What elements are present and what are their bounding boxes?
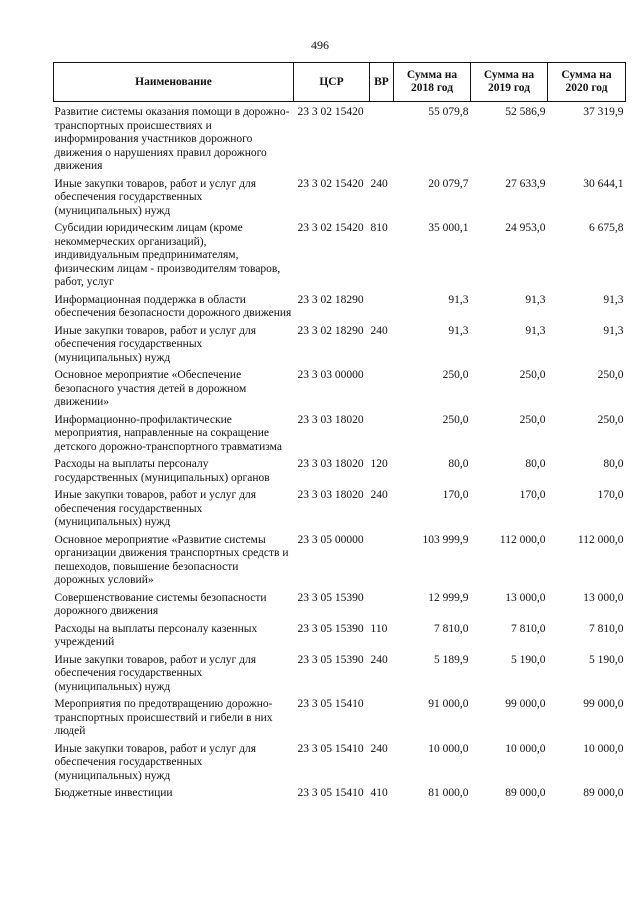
row-vr: 240 xyxy=(370,177,388,190)
row-vr: 810 xyxy=(370,222,388,234)
row-name: Иные закупки товаров, работ и услуг для обеспечения государственных (муниципальных) нужд xyxy=(54,489,256,528)
row-name: Мероприятия по предотвращению дорожно-транспортных происшествий и гибели в них людей xyxy=(54,698,273,737)
row-csr: 23 3 03 18020 xyxy=(297,458,364,470)
row-name: Расходы на выплаты персоналу казенных учреждений xyxy=(54,622,258,648)
row-csr: 23 3 05 15390 xyxy=(297,591,364,604)
row-csr: 23 3 05 15410 xyxy=(297,742,364,755)
row-sum-2020: 37 319,9 xyxy=(583,106,624,118)
row-csr: 23 3 02 18290 xyxy=(297,293,364,306)
row-csr: 23 3 05 15390 xyxy=(297,653,364,666)
table-row xyxy=(54,654,626,699)
header-sum-2020: Сумма на 2020 год xyxy=(548,63,626,102)
row-name: Расходы на выплаты персоналу государственных (муниципальных) органов xyxy=(54,458,270,484)
row-csr: 23 3 02 18290 xyxy=(297,324,364,337)
row-sum-2020: 250,0 xyxy=(597,413,624,426)
row-sum-2020: 91,3 xyxy=(603,324,624,337)
table-row xyxy=(54,623,626,654)
row-sum-2020: 250,0 xyxy=(597,369,624,381)
row-sum-2020: 99 000,0 xyxy=(583,698,624,710)
row-vr xyxy=(370,102,394,178)
row-sum-2018: 81 000,0 xyxy=(428,787,469,799)
table-row xyxy=(54,592,626,623)
row-sum-2020: 80,0 xyxy=(603,458,624,470)
row-vr xyxy=(370,592,394,623)
row-sum-2020: 7 810,0 xyxy=(589,622,624,635)
row-name: Иные закупки товаров, работ и услуг для обеспечения государственных (муниципальных) нужд xyxy=(54,177,256,217)
row-vr xyxy=(370,294,394,325)
row-sum-2018: 7 810,0 xyxy=(434,622,469,635)
row-vr: 240 xyxy=(370,742,388,755)
table-row xyxy=(54,178,626,223)
row-vr: 120 xyxy=(370,458,388,470)
header-sum-2019: Сумма на 2019 год xyxy=(471,63,548,102)
page-number: 496 xyxy=(311,38,329,52)
row-sum-2018: 91,3 xyxy=(448,324,469,337)
row-vr: 240 xyxy=(370,324,388,337)
row-sum-2018: 250,0 xyxy=(442,413,469,426)
row-sum-2018: 10 000,0 xyxy=(428,742,469,755)
row-name: Иные закупки товаров, работ и услуг для обеспечения государственных (муниципальных) нужд xyxy=(54,653,256,693)
row-vr: 410 xyxy=(370,787,388,799)
row-sum-2020: 112 000,0 xyxy=(577,533,624,546)
row-csr: 23 3 03 00000 xyxy=(297,369,364,381)
row-sum-2019: 52 586,9 xyxy=(505,106,546,118)
row-sum-2020: 10 000,0 xyxy=(583,742,624,755)
row-sum-2018: 170,0 xyxy=(442,489,469,501)
row-vr: 240 xyxy=(370,489,388,501)
header-name: Наименование xyxy=(54,63,294,102)
row-sum-2020: 6 675,8 xyxy=(589,222,624,234)
table-row xyxy=(54,743,626,788)
row-csr: 23 3 05 00000 xyxy=(297,533,364,546)
row-csr: 23 3 02 15420 xyxy=(297,222,364,234)
row-sum-2019: 112 000,0 xyxy=(499,533,546,546)
row-name: Иные закупки товаров, работ и услуг для обеспечения государственных (муниципальных) нужд xyxy=(54,742,256,782)
row-sum-2018: 103 999,9 xyxy=(422,533,469,546)
row-sum-2019: 91,3 xyxy=(525,324,546,337)
row-sum-2018: 20 079,7 xyxy=(428,177,469,190)
row-sum-2019: 89 000,0 xyxy=(505,787,546,799)
table-row xyxy=(54,294,626,325)
row-sum-2019: 13 000,0 xyxy=(505,591,546,604)
table-row xyxy=(54,458,626,489)
row-sum-2019: 250,0 xyxy=(519,369,546,381)
table-row xyxy=(54,489,626,534)
table-row xyxy=(54,698,626,743)
row-sum-2020: 170,0 xyxy=(597,489,624,501)
row-sum-2018: 35 000,1 xyxy=(428,222,469,234)
header-csr: ЦСР xyxy=(294,63,370,102)
row-sum-2019: 7 810,0 xyxy=(511,622,546,635)
row-csr: 23 3 02 15420 xyxy=(297,177,364,190)
row-name: Основное мероприятие «Обеспечение безопасного участия детей в дорожном движении» xyxy=(54,369,247,408)
row-sum-2018: 80,0 xyxy=(448,458,469,470)
row-name: Основное мероприятие «Развитие системы организации движения транспортных средств и пешеходов, повышение безопасности дорожных условий» xyxy=(54,533,289,586)
row-sum-2020: 13 000,0 xyxy=(583,591,624,604)
row-sum-2018: 55 079,8 xyxy=(428,106,469,118)
table-row xyxy=(54,222,626,294)
row-sum-2019: 10 000,0 xyxy=(505,742,546,755)
row-sum-2019: 80,0 xyxy=(525,458,546,470)
row-sum-2020: 91,3 xyxy=(603,293,624,306)
row-csr: 23 3 05 15410 xyxy=(297,787,364,799)
row-vr xyxy=(370,534,394,592)
row-vr: 240 xyxy=(370,653,388,666)
table-row xyxy=(54,369,626,414)
row-vr xyxy=(370,414,394,459)
row-sum-2018: 12 999,9 xyxy=(428,591,469,604)
row-vr xyxy=(370,369,394,414)
row-name: Развитие системы оказания помощи в дорожно-транспортных происшествиях и информирования участников дорожного движения о нарушениях правил дорожного движения xyxy=(54,106,290,172)
row-sum-2020: 5 190,0 xyxy=(589,653,624,666)
row-csr: 23 3 05 15410 xyxy=(297,698,364,710)
table-row xyxy=(54,325,626,370)
row-vr: 110 xyxy=(370,622,388,635)
row-csr: 23 3 03 18020 xyxy=(297,489,364,501)
row-sum-2019: 5 190,0 xyxy=(511,653,546,666)
row-vr xyxy=(370,698,394,743)
row-sum-2019: 250,0 xyxy=(519,413,546,426)
row-sum-2018: 91 000,0 xyxy=(428,698,469,710)
row-sum-2018: 5 189,9 xyxy=(434,653,469,666)
row-sum-2018: 250,0 xyxy=(442,369,469,381)
table-row xyxy=(54,414,626,459)
header-sum-2018: Сумма на 2018 год xyxy=(394,63,471,102)
row-name: Информационно-профилактические мероприятия, направленные на сокращение детского дорожно-транспортного травматизма xyxy=(54,413,282,453)
row-csr: 23 3 05 15390 xyxy=(297,622,364,635)
table-header-row xyxy=(54,63,626,102)
row-csr: 23 3 03 18020 xyxy=(297,413,364,426)
row-sum-2019: 27 633,9 xyxy=(505,177,546,190)
row-name: Бюджетные инвестиции xyxy=(54,787,173,799)
row-sum-2020: 30 644,1 xyxy=(583,177,624,190)
row-name: Информационная поддержка в области обеспечения безопасности дорожного движения xyxy=(54,293,292,319)
table-row xyxy=(54,534,626,592)
table-row xyxy=(54,102,626,178)
budget-table xyxy=(53,62,626,805)
row-name: Субсидии юридическим лицам (кроме некоммерческих организаций), индивидуальным предпринимателям, физическим лицам - производителям товаров, работ, услуг xyxy=(54,222,281,288)
row-sum-2020: 89 000,0 xyxy=(583,787,624,799)
row-csr: 23 3 02 15420 xyxy=(297,106,364,118)
row-name: Совершенствование системы безопасности дорожного движения xyxy=(54,591,267,617)
row-sum-2019: 170,0 xyxy=(519,489,546,501)
row-sum-2019: 91,3 xyxy=(525,293,546,306)
row-name: Иные закупки товаров, работ и услуг для обеспечения государственных (муниципальных) нужд xyxy=(54,324,256,364)
row-sum-2019: 24 953,0 xyxy=(505,222,546,234)
table-row xyxy=(54,787,626,805)
header-vr: ВР xyxy=(370,63,394,102)
row-sum-2018: 91,3 xyxy=(448,293,469,306)
row-sum-2019: 99 000,0 xyxy=(505,698,546,710)
